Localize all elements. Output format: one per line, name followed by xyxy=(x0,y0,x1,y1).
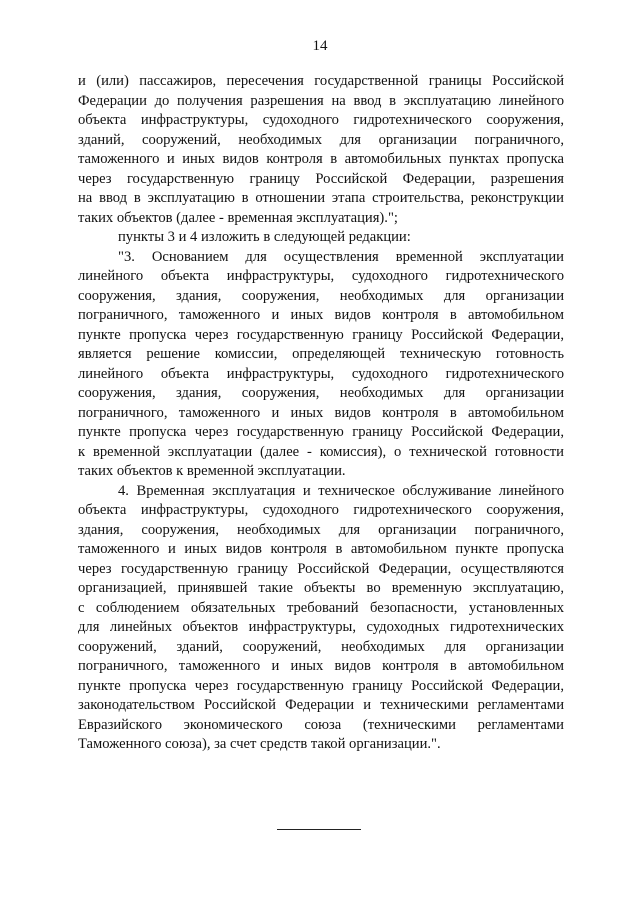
text-line: пограничного, таможенного и иных видов контроля в автомобильном xyxy=(78,658,564,674)
text-line: объекта инфраструктуры, судоходного гидротехнического сооружения, xyxy=(78,502,564,518)
text-line: является решение комиссии, определяющей техническую готовность xyxy=(78,346,564,362)
text-line: сооружений, зданий, сооружений, необходимых для организации xyxy=(78,638,564,655)
text-line: здания, сооружения, необходимых для организации пограничного, xyxy=(78,521,564,538)
text-line: Евразийского экономического союза (техническими регламентами xyxy=(78,716,564,733)
text-line: объекта инфраструктуры, судоходного гидротехнического сооружения, xyxy=(78,112,564,128)
text-line: пограничного, таможенного и иных видов контроля в автомобильном xyxy=(78,307,564,323)
end-separator-line xyxy=(277,829,361,830)
page-number: 14 xyxy=(312,38,328,54)
text-line: с соблюдением обязательных требований безопасности, установленных xyxy=(78,599,564,616)
text-line: законодательством Российской Федерации и техническими регламентами xyxy=(78,697,564,713)
text-line: пограничного, таможенного и иных видов контроля в автомобильном xyxy=(78,404,564,421)
text-line: Таможенного союза), за счет средств такой организации.". xyxy=(78,736,441,752)
text-line: пункте пропуска через государственную границу Российской Федерации, xyxy=(78,326,564,343)
paragraph-continuation xyxy=(78,72,564,228)
text-line: организацией, принявшей такие объекты во временную эксплуатацию, xyxy=(78,580,564,596)
text-line: таких объектов (далее - временная эксплуатация)."; xyxy=(78,209,398,226)
text-line: Федерации до получения разрешения на ввод в эксплуатацию линейного xyxy=(78,92,564,109)
text-line: через государственную границу Российской Федерации, разрешения xyxy=(78,170,564,187)
text-line: таможенного и иных видов контроля в автомобильном пункте пропуска xyxy=(78,541,564,557)
text-line: сооружения, здания, сооружения, необходимых для организации xyxy=(78,385,564,401)
text-line: к временной эксплуатации (далее - комиссия), о технической готовности xyxy=(78,443,564,460)
text-line: для линейных объектов инфраструктуры, судоходных гидротехнических xyxy=(78,619,564,635)
text-line: и (или) пассажиров, пересечения государственной границы Российской xyxy=(78,73,564,89)
text-line: таких объектов к временной эксплуатации. xyxy=(78,463,346,479)
document-body xyxy=(78,72,564,755)
paragraph-amendment-intro xyxy=(78,228,564,248)
text-line: "3. Основанием для осуществления временной эксплуатации xyxy=(118,248,564,265)
paragraph-point-4 xyxy=(78,482,564,755)
text-line: линейного объекта инфраструктуры, судоходного гидротехнического xyxy=(78,268,564,284)
text-line: линейного объекта инфраструктуры, судоходного гидротехнического xyxy=(78,365,564,382)
text-line: пункты 3 и 4 изложить в следующей редакции: xyxy=(118,229,411,245)
text-line: пункте пропуска через государственную границу Российской Федерации, xyxy=(78,677,564,694)
text-line: таможенного и иных видов контроля в автомобильных пунктах пропуска xyxy=(78,151,564,167)
text-line: пункте пропуска через государственную границу Российской Федерации, xyxy=(78,424,564,440)
text-line: сооружения, здания, сооружения, необходимых для организации xyxy=(78,287,564,304)
text-line: на ввод в эксплуатацию в отношении этапа строительства, реконструкции xyxy=(78,190,564,206)
text-line: зданий, сооружений, необходимых для организации пограничного, xyxy=(78,131,564,148)
text-line: 4. Временная эксплуатация и техническое обслуживание линейного xyxy=(118,482,564,499)
paragraph-point-3 xyxy=(78,248,564,482)
text-line: через государственную границу Российской Федерации, осуществляются xyxy=(78,560,564,577)
